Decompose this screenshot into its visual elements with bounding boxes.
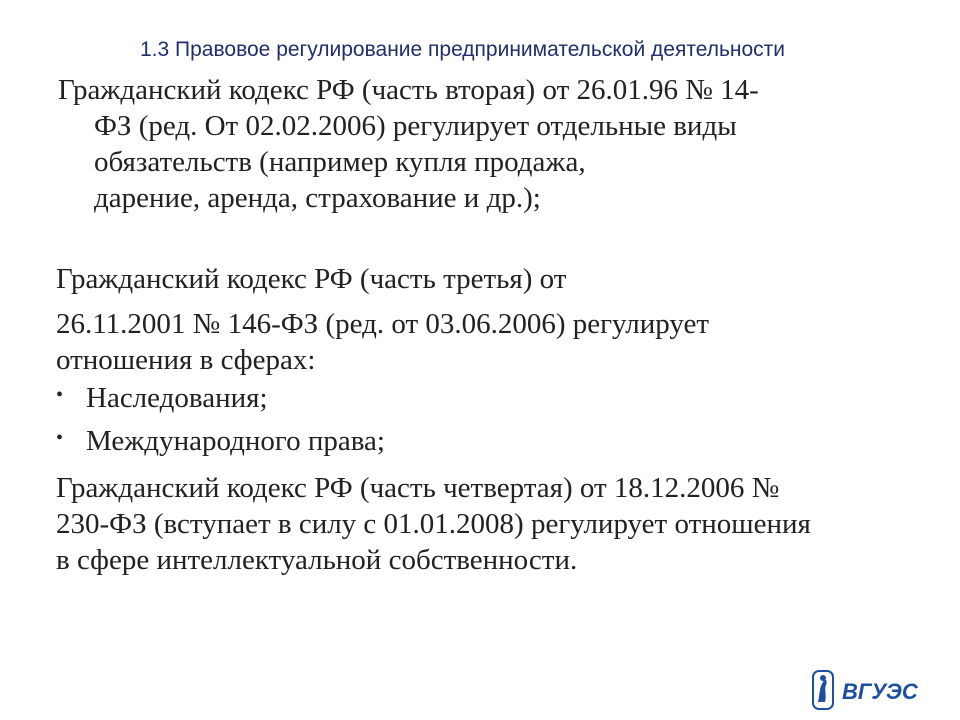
paragraph-line: дарение, аренда, страхование и др.); bbox=[94, 182, 541, 214]
bullet-item bbox=[56, 425, 385, 458]
paragraph-line: 26.11.2001 № 146-ФЗ (ред. от 03.06.2006) регулирует bbox=[56, 308, 710, 340]
paragraph-line: ФЗ (ред. От 02.02.2006) регулирует отдельные виды bbox=[94, 110, 737, 142]
university-emblem-icon bbox=[812, 668, 930, 712]
paragraph-line: 230-ФЗ (вступает в силу с 01.01.2008) регулирует отношения bbox=[56, 508, 811, 540]
paragraph-part-four bbox=[56, 470, 811, 578]
bullet-item bbox=[56, 382, 268, 415]
bullet-text: Международного права; bbox=[86, 425, 385, 457]
paragraph-line: Гражданский кодекс РФ (часть третья) от bbox=[56, 263, 567, 295]
slide-title: 1.3 Правовое регулирование предпринимательской деятельности bbox=[140, 38, 786, 61]
bullet-text: Наследования; bbox=[86, 382, 268, 414]
paragraph-part-three bbox=[56, 306, 709, 378]
paragraph-line: Гражданский кодекс РФ (часть четвертая) от 18.12.2006 № bbox=[56, 472, 780, 504]
paragraph-line: обязательств (например купля продажа, bbox=[94, 146, 586, 178]
paragraph-part-three-intro bbox=[56, 261, 566, 297]
bullet-dot-icon: • bbox=[56, 427, 64, 449]
paragraph-line: в сфере интеллектуальной собственности. bbox=[56, 544, 578, 576]
paragraph-line: Гражданский кодекс РФ (часть вторая) от 26.01.96 № 14- bbox=[58, 74, 759, 106]
paragraph-line: отношения в сферах: bbox=[56, 344, 316, 376]
paragraph-part-two bbox=[58, 72, 759, 216]
university-logo bbox=[812, 668, 930, 712]
bullet-dot-icon: • bbox=[56, 384, 64, 406]
svg-text:ВГУЭС: ВГУЭС bbox=[842, 679, 918, 704]
